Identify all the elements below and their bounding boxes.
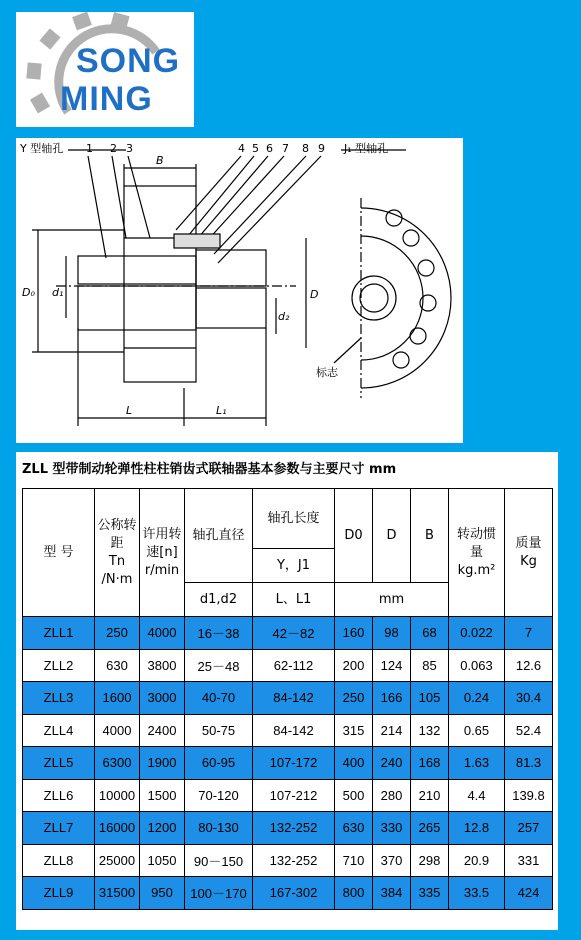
cell-b: 132 — [411, 714, 449, 747]
cell-torque: 31500 — [95, 877, 140, 910]
cell-bore-dia: 50-75 — [185, 714, 253, 747]
cell-bore-len: 62-112 — [253, 649, 335, 682]
cell-model: ZLL6 — [23, 779, 95, 812]
table-row — [23, 747, 553, 780]
cell-mass: 30.4 — [505, 682, 553, 715]
spec-table-panel — [16, 452, 558, 930]
part-number-8: 8 — [302, 142, 309, 155]
cell-model: ZLL3 — [23, 682, 95, 715]
part-number-5: 5 — [252, 142, 259, 155]
dim-d0: D₀ — [22, 286, 35, 299]
header-d1d2: d1,d2 — [185, 583, 253, 617]
cell-d0: 315 — [335, 714, 373, 747]
cell-b: 85 — [411, 649, 449, 682]
cell-bore-len: 107-212 — [253, 779, 335, 812]
cell-model: ZLL2 — [23, 649, 95, 682]
cell-inertia: 0.24 — [449, 682, 505, 715]
cell-mass: 81.3 — [505, 747, 553, 780]
header-speed-line1: 许用转 — [142, 526, 182, 542]
header-inertia-line1: 转动惯 — [456, 526, 496, 542]
cell-model: ZLL7 — [23, 812, 95, 845]
cell-bore-dia: 90－150 — [185, 844, 253, 877]
table-row — [23, 844, 553, 877]
table-row — [23, 877, 553, 910]
cell-inertia: 1.63 — [449, 747, 505, 780]
table-row — [23, 649, 553, 682]
cell-torque: 630 — [95, 649, 140, 682]
cell-speed: 2400 — [140, 714, 185, 747]
cell-bore-dia: 40-70 — [185, 682, 253, 715]
part-number-6: 6 — [266, 142, 273, 155]
header-l-l1: L、L1 — [253, 583, 335, 617]
cell-inertia: 33.5 — [449, 877, 505, 910]
cell-d: 330 — [373, 812, 411, 845]
coupling-diagram — [16, 138, 463, 443]
cell-d: 98 — [373, 617, 411, 650]
header-bore-length: 轴孔长度 — [253, 489, 335, 549]
logo-text-song: SONG — [76, 42, 181, 80]
header-mass-line2: Kg — [520, 553, 537, 569]
cell-d0: 400 — [335, 747, 373, 780]
cell-speed: 1050 — [140, 844, 185, 877]
header-torque-line4: /N·m — [101, 571, 133, 587]
table-row — [23, 779, 553, 812]
cell-inertia: 0.022 — [449, 617, 505, 650]
label-j1-bore: J₁ 型轴孔 — [344, 142, 389, 155]
spec-table — [22, 488, 553, 910]
logo-text-ming: MING — [60, 80, 153, 118]
cell-b: 265 — [411, 812, 449, 845]
cell-speed: 3800 — [140, 649, 185, 682]
dim-b: B — [156, 154, 164, 167]
header-bore-type: Y，J1 — [253, 549, 335, 583]
cell-mass: 424 — [505, 877, 553, 910]
cell-inertia: 0.063 — [449, 649, 505, 682]
cell-bore-dia: 100－170 — [185, 877, 253, 910]
cell-d: 280 — [373, 779, 411, 812]
cell-b: 68 — [411, 617, 449, 650]
cell-d0: 500 — [335, 779, 373, 812]
cell-b: 168 — [411, 747, 449, 780]
cell-bore-len: 132-252 — [253, 812, 335, 845]
cell-bore-len: 84-142 — [253, 714, 335, 747]
part-number-1: 1 — [86, 142, 93, 155]
header-inertia-line3: kg.m² — [457, 562, 496, 578]
cell-model: ZLL9 — [23, 877, 95, 910]
cell-bore-len: 107-172 — [253, 747, 335, 780]
table-row — [23, 682, 553, 715]
header-model: 型 号 — [23, 489, 95, 617]
header-inertia-line2: 量 — [469, 544, 483, 560]
header-torque-line1: 公称转 — [97, 517, 137, 533]
cell-mass: 331 — [505, 844, 553, 877]
cell-d: 124 — [373, 649, 411, 682]
coupling-drawing — [16, 138, 463, 443]
cell-inertia: 12.8 — [449, 812, 505, 845]
cell-speed: 1900 — [140, 747, 185, 780]
cell-d0: 200 — [335, 649, 373, 682]
cell-mass: 12.6 — [505, 649, 553, 682]
cell-b: 335 — [411, 877, 449, 910]
cell-model: ZLL8 — [23, 844, 95, 877]
cell-bore-len: 167-302 — [253, 877, 335, 910]
dim-l1: L₁ — [216, 404, 227, 417]
cell-d0: 160 — [335, 617, 373, 650]
cell-b: 210 — [411, 779, 449, 812]
header-speed-line2: 速[n] — [146, 544, 178, 560]
dim-l: L — [126, 404, 133, 417]
cell-inertia: 0.65 — [449, 714, 505, 747]
header-bore-diameter: 轴孔直径 — [185, 489, 253, 583]
cell-bore-len: 84-142 — [253, 682, 335, 715]
cell-d: 240 — [373, 747, 411, 780]
cell-bore-dia: 80-130 — [185, 812, 253, 845]
cell-d: 214 — [373, 714, 411, 747]
dim-d2: d₂ — [278, 310, 290, 323]
cell-bore-len: 132-252 — [253, 844, 335, 877]
cell-d: 166 — [373, 682, 411, 715]
table-title: ZLL 型带制动轮弹性柱柱销齿式联轴器基本参数与主要尺寸 mm — [22, 462, 397, 477]
cell-d0: 710 — [335, 844, 373, 877]
part-number-3: 3 — [126, 142, 133, 155]
part-number-7: 7 — [282, 142, 289, 155]
cell-bore-dia: 16－38 — [185, 617, 253, 650]
label-mark: 标志 — [316, 366, 338, 379]
cell-model: ZLL5 — [23, 747, 95, 780]
header-d: D — [373, 489, 411, 583]
cell-mass: 257 — [505, 812, 553, 845]
cell-speed: 3000 — [140, 682, 185, 715]
cell-model: ZLL1 — [23, 617, 95, 650]
cell-b: 298 — [411, 844, 449, 877]
cell-d0: 630 — [335, 812, 373, 845]
header-b: B — [411, 489, 449, 583]
header-inertia — [449, 489, 505, 617]
cell-torque: 25000 — [95, 844, 140, 877]
table-row — [23, 812, 553, 845]
cell-d0: 800 — [335, 877, 373, 910]
cell-torque: 4000 — [95, 714, 140, 747]
cell-model: ZLL4 — [23, 714, 95, 747]
header-torque-line2: 距 — [110, 535, 124, 551]
cell-mass: 139.8 — [505, 779, 553, 812]
cell-speed: 950 — [140, 877, 185, 910]
cell-inertia: 4.4 — [449, 779, 505, 812]
label-y-bore: Y 型轴孔 — [20, 142, 64, 155]
cell-inertia: 20.9 — [449, 844, 505, 877]
header-mass — [505, 489, 553, 617]
dim-d: D — [310, 288, 319, 301]
header-mass-line1: 质量 — [515, 535, 542, 551]
cell-torque: 1600 — [95, 682, 140, 715]
cell-d0: 250 — [335, 682, 373, 715]
cell-d: 384 — [373, 877, 411, 910]
cell-d: 370 — [373, 844, 411, 877]
header-speed — [140, 489, 185, 617]
cell-b: 105 — [411, 682, 449, 715]
company-logo — [16, 12, 194, 127]
cell-torque: 10000 — [95, 779, 140, 812]
header-d0: D0 — [335, 489, 373, 583]
cell-speed: 1200 — [140, 812, 185, 845]
cell-mass: 7 — [505, 617, 553, 650]
cell-speed: 4000 — [140, 617, 185, 650]
cell-speed: 1500 — [140, 779, 185, 812]
part-number-9: 9 — [318, 142, 325, 155]
cell-torque: 16000 — [95, 812, 140, 845]
cell-bore-len: 42－82 — [253, 617, 335, 650]
header-torque — [95, 489, 140, 617]
cell-bore-dia: 60-95 — [185, 747, 253, 780]
part-number-4: 4 — [238, 142, 245, 155]
table-row — [23, 714, 553, 747]
header-speed-line3: r/min — [144, 562, 180, 578]
part-number-2: 2 — [110, 142, 117, 155]
cell-torque: 250 — [95, 617, 140, 650]
cell-torque: 6300 — [95, 747, 140, 780]
cell-mass: 52.4 — [505, 714, 553, 747]
dim-d1: d₁ — [52, 286, 64, 299]
header-torque-line3: Tn — [108, 553, 126, 569]
cell-bore-dia: 70-120 — [185, 779, 253, 812]
table-row — [23, 617, 553, 650]
header-unit-mm: mm — [335, 583, 449, 617]
cell-bore-dia: 25－48 — [185, 649, 253, 682]
